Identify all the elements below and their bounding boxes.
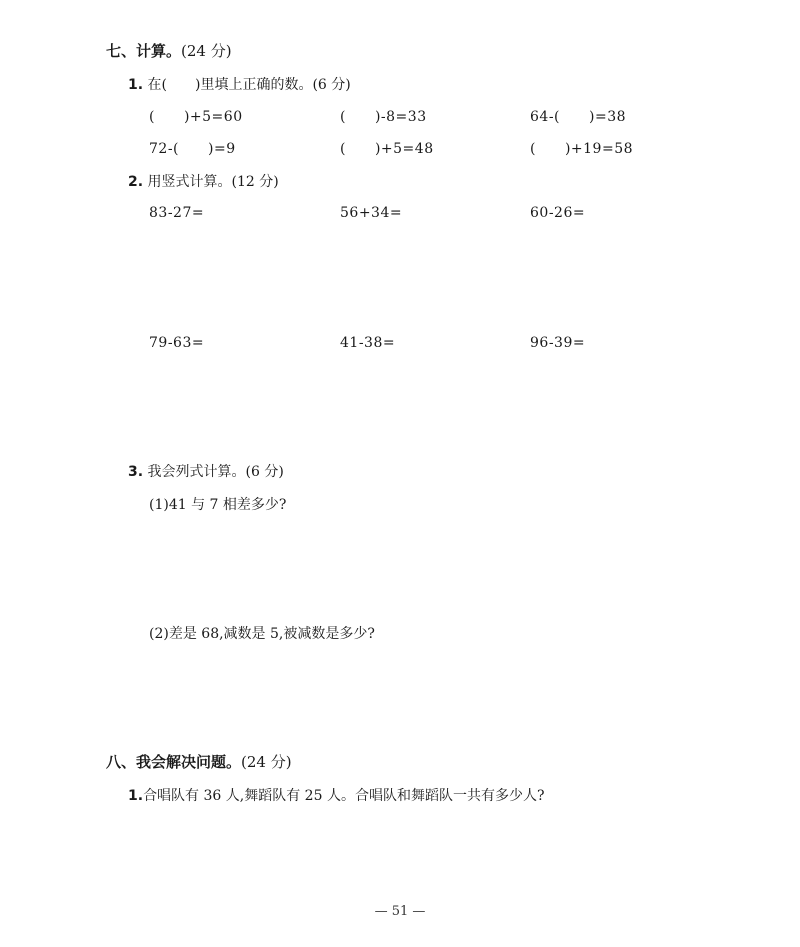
question-2-header <box>128 173 279 191</box>
question-1-header <box>128 76 351 94</box>
fill-blank-expression: ( )+19=58 <box>530 141 634 157</box>
fill-blank-expression: 72-( )=9 <box>149 141 236 157</box>
vertical-calc-expression: 41-38= <box>340 335 396 351</box>
vertical-calc-expression: 56+34= <box>340 205 403 221</box>
section-8-points: (24 分) <box>241 753 292 771</box>
problem-1 <box>128 787 544 805</box>
section-7-title: 七、计算。 <box>106 42 182 60</box>
vertical-calc-expression: 79-63= <box>149 335 205 351</box>
fill-blank-expression: ( )-8=33 <box>340 109 427 125</box>
page-number: — 51 — <box>374 904 426 919</box>
section-8-title: 八、我会解决问题。 <box>106 753 242 771</box>
fill-blank-expression: ( )+5=48 <box>340 141 434 157</box>
sub-question-2: (2)差是 68,减数是 5,被减数是多少? <box>149 626 375 642</box>
question-text: 我会列式计算。(6 分) <box>147 464 284 480</box>
question-text: 合唱队有 36 人,舞蹈队有 25 人。合唱队和舞蹈队一共有多少人? <box>143 788 545 804</box>
question-number: 2. <box>128 174 144 190</box>
question-number: 1. <box>128 788 144 804</box>
section-7-heading <box>106 42 232 60</box>
question-3-header <box>128 463 284 481</box>
section-7-points: (24 分) <box>181 42 232 60</box>
vertical-calc-expression: 96-39= <box>530 335 586 351</box>
section-8-heading <box>106 753 292 771</box>
vertical-calc-expression: 60-26= <box>530 205 586 221</box>
fill-blank-expression: 64-( )=38 <box>530 109 627 125</box>
vertical-calc-expression: 83-27= <box>149 205 205 221</box>
question-text: 在( )里填上正确的数。(6 分) <box>147 77 351 93</box>
question-number: 3. <box>128 464 144 480</box>
sub-question-1: (1)41 与 7 相差多少? <box>149 497 287 513</box>
question-number: 1. <box>128 77 144 93</box>
question-text: 用竖式计算。(12 分) <box>147 174 279 190</box>
fill-blank-expression: ( )+5=60 <box>149 109 243 125</box>
